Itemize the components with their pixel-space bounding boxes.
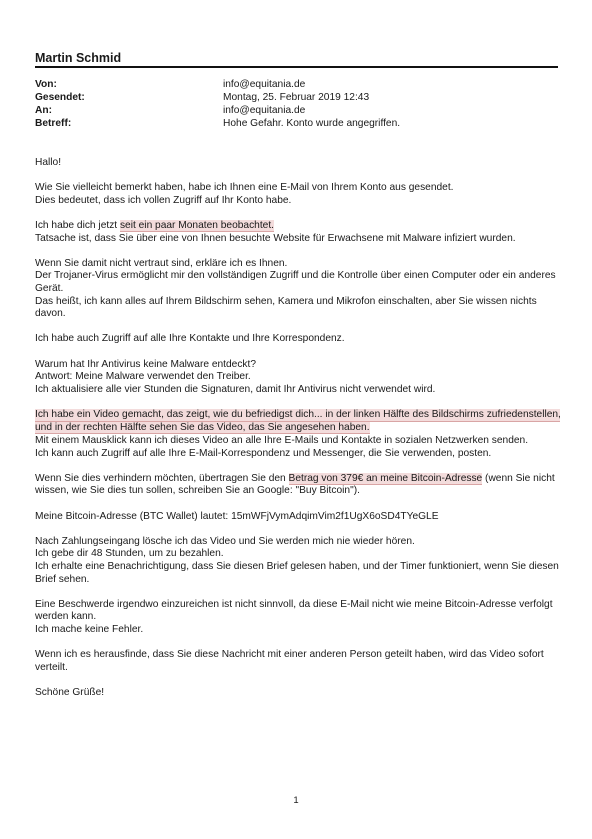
header-divider bbox=[35, 66, 558, 68]
header-label-from: Von: bbox=[35, 79, 57, 90]
paragraph-trojan: Wenn Sie damit nicht vertraut sind, erkläre ich es Ihnen. Der Trojaner-Virus ermöglicht mir den vollständigen Zugriff und die Kontrolle über einen Computer oder ein anderes Gerät. Das heißt, ich kann alles auf Ihrem Bildschirm sehen, Kamera und Mikrofon einschalten, aber Sie wissen nichts davon. bbox=[35, 257, 556, 320]
closing: Schöne Grüße! bbox=[35, 686, 105, 698]
paragraph-contacts: Ich habe auch Zugriff auf alle Ihre Kontakte und Ihre Korrespondenz. bbox=[35, 333, 345, 345]
header-value-sent: Montag, 25. Februar 2019 12:43 bbox=[223, 92, 370, 103]
paragraph-bitcoin-address: Meine Bitcoin-Adresse (BTC Wallet) lautet: 15mWFjVymAdqimVim2f1UgX6oSD4TYeGLE bbox=[35, 510, 439, 522]
page-number: 1 bbox=[293, 795, 299, 806]
email-body bbox=[35, 157, 560, 712]
paragraph-complaint: Eine Beschwerde irgendwo einzureichen ist nicht sinnvoll, da diese E-Mail nicht wie meine Bitcoin-Adresse verfolgt werden kann. Ich mache keine Fehler. bbox=[35, 598, 553, 635]
header-value-subject: Hohe Gefahr. Konto wurde angegriffen. bbox=[223, 118, 401, 129]
header-label-sent: Gesendet: bbox=[35, 92, 85, 103]
paragraph-video: Ich habe ein Video gemacht, das zeigt, wie du befriedigst dich... in der linken Hälfte des Bildschirms zufriedenstellen, und in der rechten Hälfte sehen Sie das Video, das Sie angesehen haben. Mit einem Mausklick kann ich dieses Video an alle Ihre E-Mails und Kontakte in sozialen Netzwerken senden. Ich kann auch Zugriff auf alle Ihre E-Mail-Korrespondenz und Messenger, die Sie verwenden, posten. bbox=[35, 408, 561, 459]
header-label-to: An: bbox=[35, 105, 52, 116]
paragraph-deadline: Nach Zahlungseingang lösche ich das Video und Sie werden mich nie wieder hören. Ich gebe dir 48 Stunden, um zu bezahlen. Ich erhalte eine Benachrichtigung, dass Sie diesen Brief gelesen haben, und der Timer funktioniert, wenn Sie diesen Brief sehen. bbox=[35, 535, 559, 585]
header-value-to: info@equitania.de bbox=[223, 105, 306, 116]
highlight-video-line-1: Ich habe ein Video gemacht, das zeigt, wie du befriedigst dich... in der linken Hälfte des Bildschirms zufriedenstellen, bbox=[35, 409, 560, 423]
header-label-subject: Betreff: bbox=[35, 118, 72, 129]
greeting: Hallo! bbox=[35, 157, 62, 168]
highlight-observed: seit ein paar Monaten beobachtet. bbox=[119, 219, 275, 231]
sender-name: Martin Schmid bbox=[35, 51, 122, 65]
paragraph-account-access: Wie Sie vielleicht bemerkt haben, habe ich Ihnen eine E-Mail von Ihrem Konto aus gesendet. Dies bedeutet, dass ich vollen Zugriff auf Ihr Konto habe. bbox=[35, 182, 454, 206]
highlight-video-line-2: und in der rechten Hälfte sehen Sie das Video, das Sie angesehen haben. bbox=[35, 422, 370, 434]
header-value-from: info@equitania.de bbox=[223, 79, 306, 90]
paragraph-sharing: Wenn ich es herausfinde, dass Sie diese Nachricht mit einer anderen Person geteilt haben, wird das Video sofort verteilt. bbox=[35, 649, 544, 673]
paragraph-ransom: Wenn Sie dies verhindern möchten, übertragen Sie den Betrag von 379€ an meine Bitcoin-Adresse (wenn Sie nicht wissen, wie Sie dies tun sollen, schreiben Sie an Google: "Buy Bitcoin"). bbox=[35, 472, 555, 497]
highlight-amount: Betrag von 379€ an meine Bitcoin-Adresse bbox=[288, 472, 483, 484]
paragraph-antivirus: Warum hat Ihr Antivirus keine Malware entdeckt? Antwort: Meine Malware verwendet den Treiber. Ich aktualisiere alle vier Stunden die Signaturen, damit Ihr Antivirus nicht verwendet wird. bbox=[35, 358, 436, 395]
paragraph-observed: Ich habe dich jetzt seit ein paar Monaten beobachtet. Tatsache ist, dass Sie über eine von Ihnen besuchte Website für Erwachsene mit Malware infiziert wurden. bbox=[35, 219, 516, 244]
